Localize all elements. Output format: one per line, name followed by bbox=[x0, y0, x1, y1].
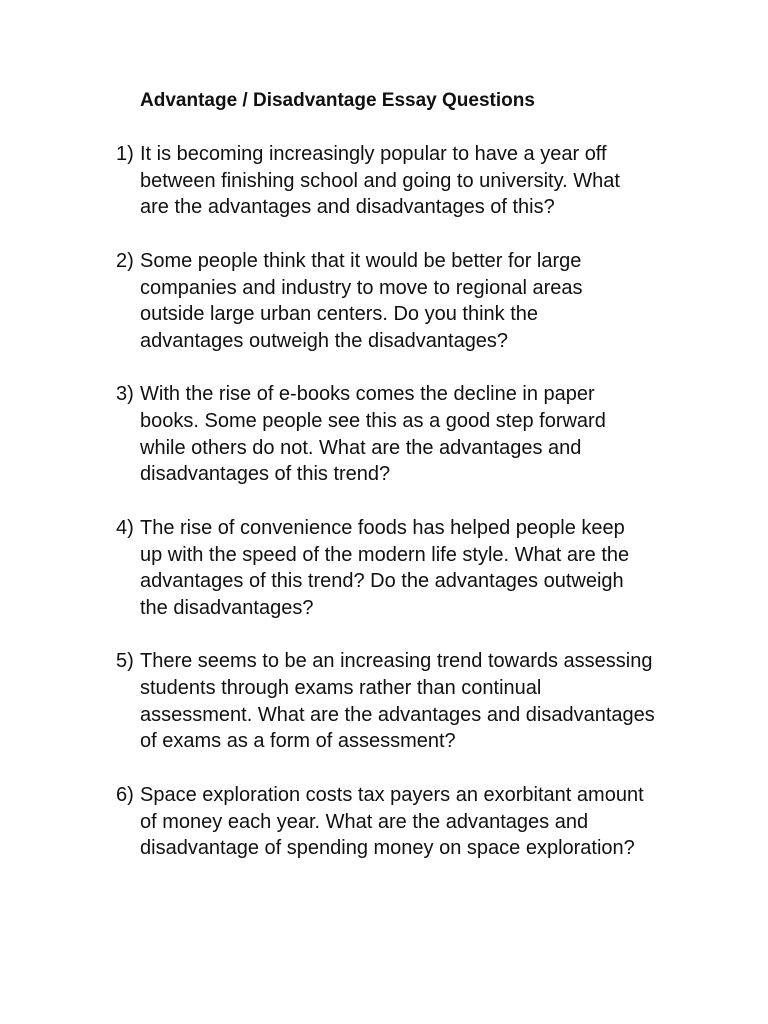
question-number: 4) bbox=[116, 516, 134, 539]
question-number: 6) bbox=[116, 783, 134, 806]
question-text: It is becoming increasingly popular to have a year off between finishing school and going to university. What are the advantages and disadvantages of this? bbox=[140, 143, 620, 219]
question-text: Space exploration costs tax payers an exorbitant amount of money each year. What are the advantages and disadvantage of spending money on space exploration? bbox=[140, 783, 644, 860]
question-number: 5) bbox=[116, 650, 134, 673]
question-list bbox=[116, 141, 716, 862]
question-item-6 bbox=[116, 782, 716, 862]
question-number: 1) bbox=[116, 143, 134, 165]
question-item-1 bbox=[116, 141, 716, 221]
question-text: With the rise of e-books comes the decline in paper books. Some people see this as a good step forward while others do not. What are the advantages and disadvantages of this trend? bbox=[140, 383, 606, 486]
question-item-4 bbox=[116, 515, 716, 622]
question-text: Some people think that it would be better for large companies and industry to move to regional areas outside large urban centers. Do you think the advantages outweigh the disadvantages? bbox=[140, 249, 583, 352]
question-item-5 bbox=[116, 648, 716, 755]
question-number: 2) bbox=[116, 249, 134, 272]
question-text: The rise of convenience foods has helped people keep up with the speed of the modern life style. What are the advantages of this trend? Do the advantages outweigh the disadvantages? bbox=[140, 516, 630, 619]
question-number: 3) bbox=[116, 383, 134, 406]
question-item-3 bbox=[116, 381, 716, 488]
question-text: There seems to be an increasing trend towards assessing students through exams rather than continual assessment. What are the advantages and disadvantages of exams as a form of assessment? bbox=[140, 650, 655, 753]
document-title: Advantage / Disadvantage Essay Questions bbox=[140, 90, 535, 111]
question-item-2 bbox=[116, 248, 716, 355]
